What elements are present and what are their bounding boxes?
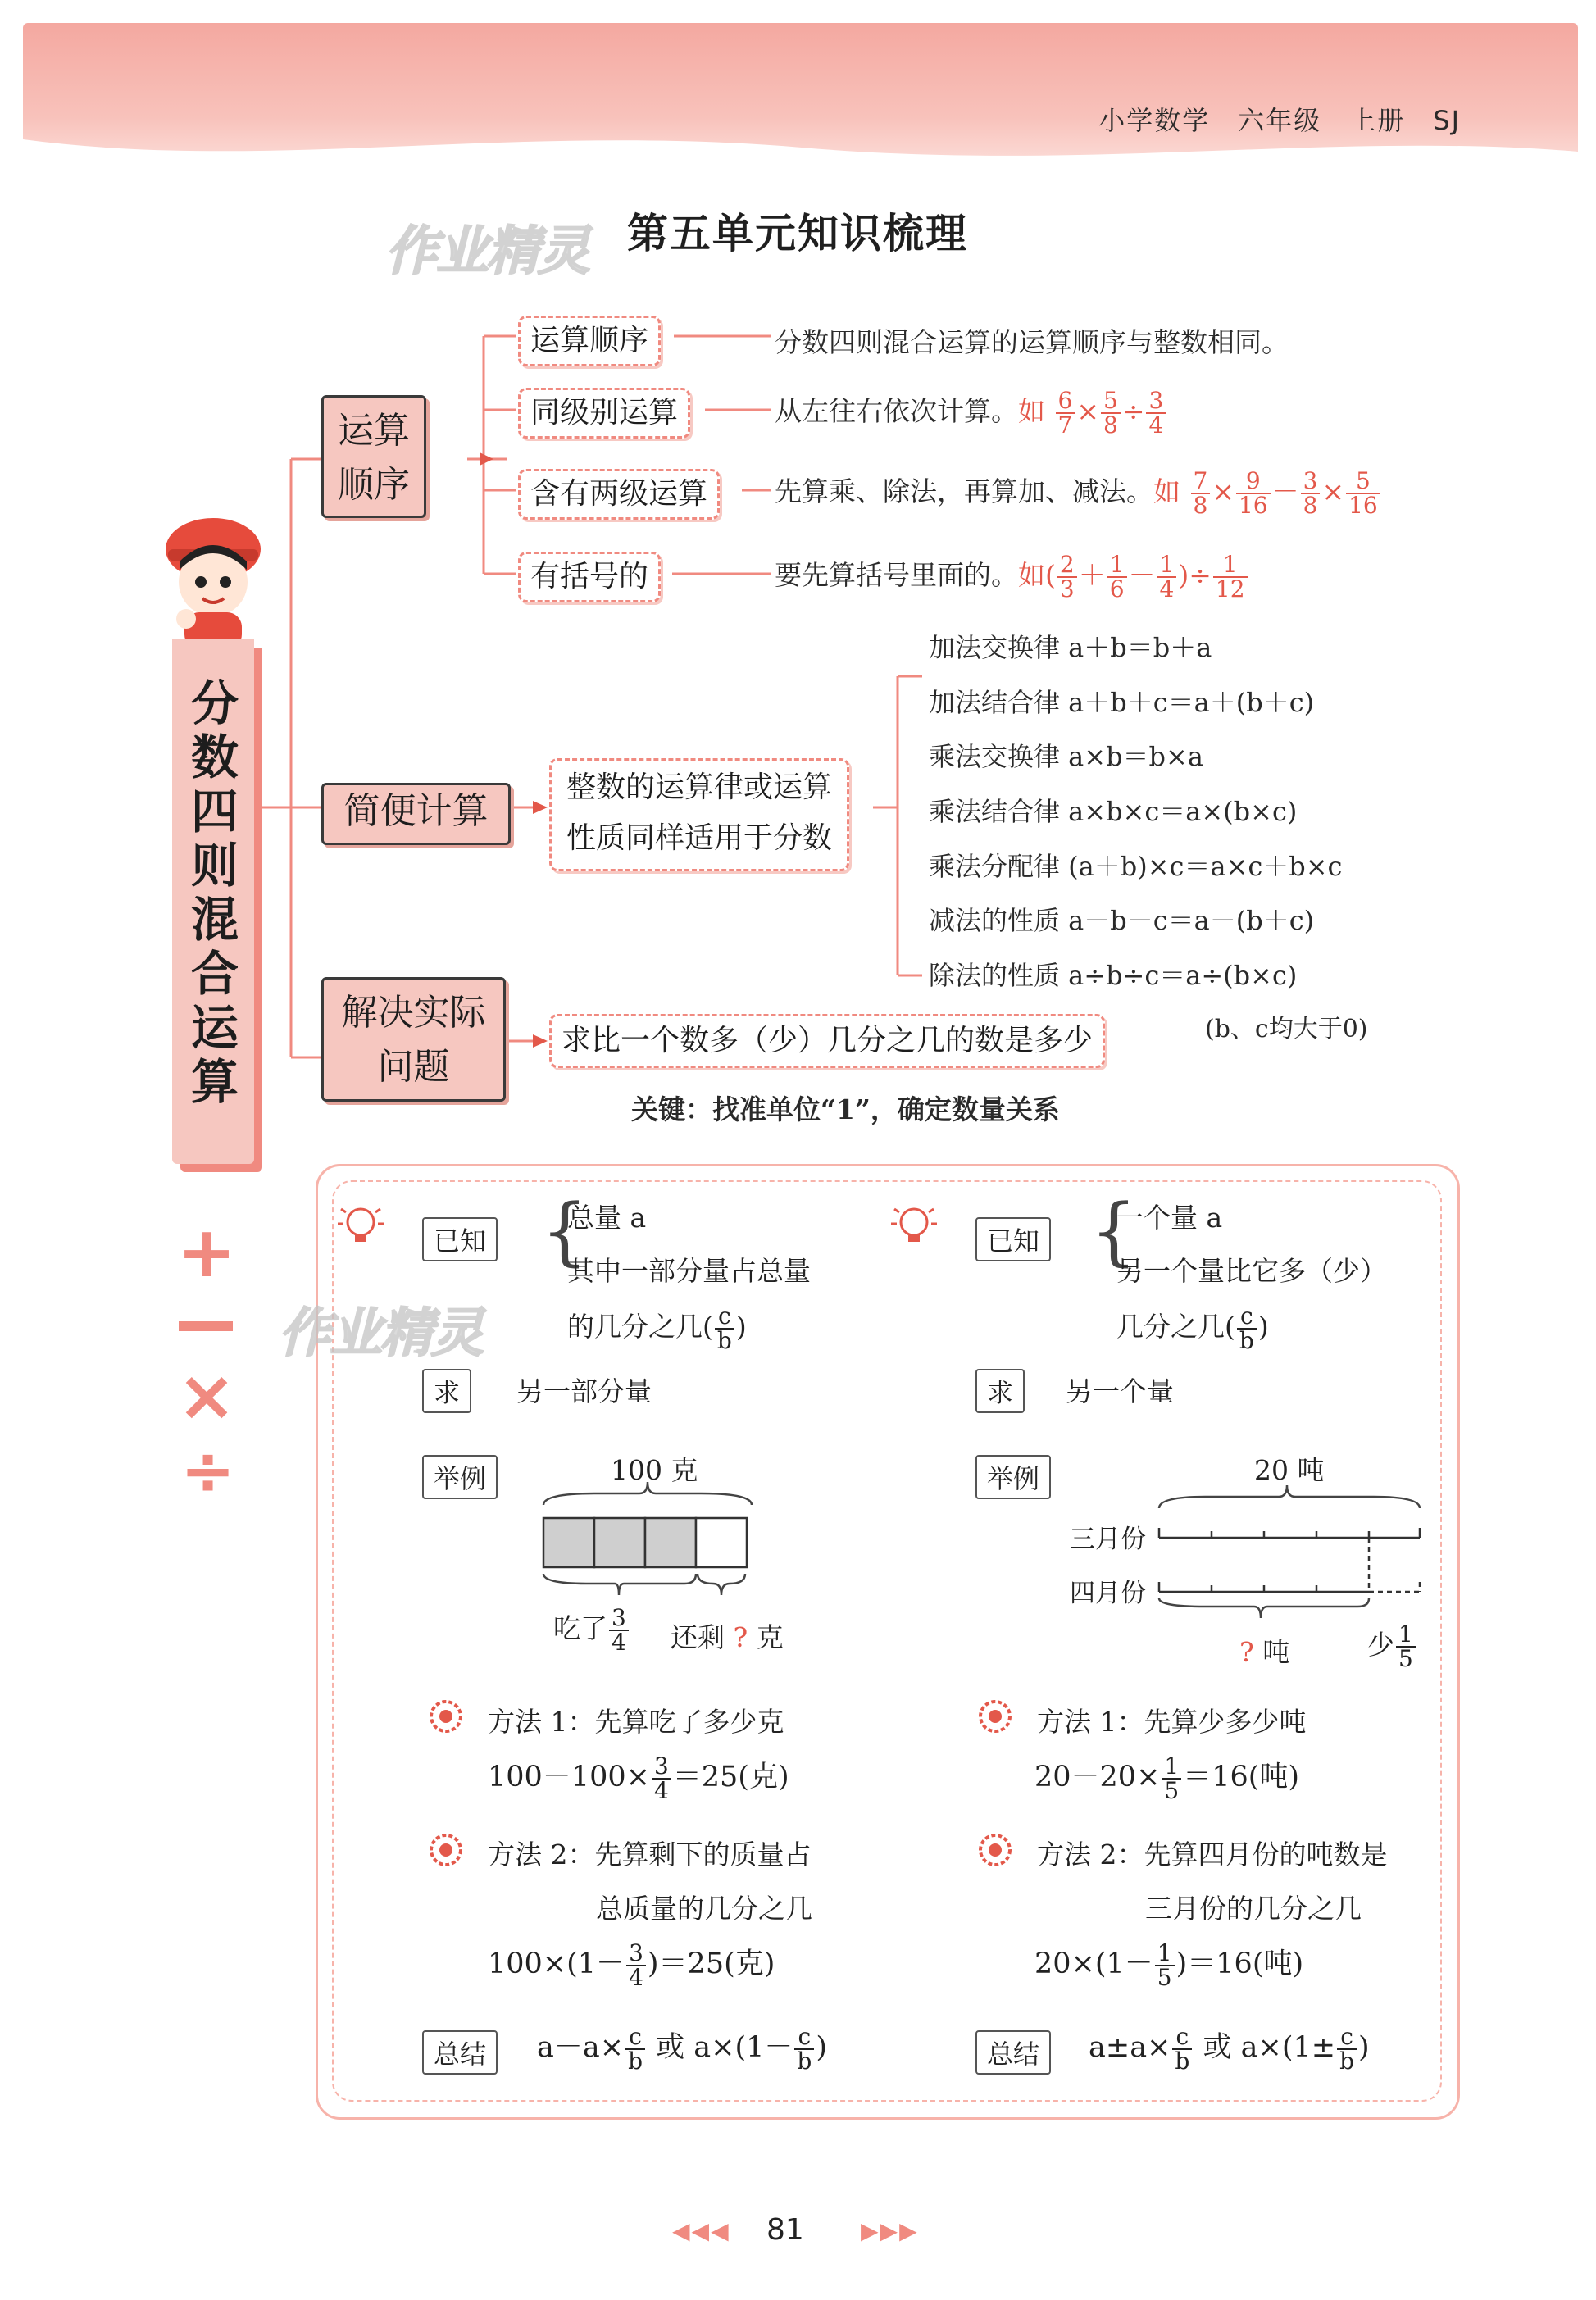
method-badge-icon (428, 1698, 464, 1734)
rule-order-box: 运算顺序 (518, 316, 661, 366)
rule-two-level-box: 含有两级运算 (518, 469, 720, 520)
left-summary: a－a× $\frac{c}{b}$ 或 a×(1－ $\frac{c}{b}$ ) (537, 2022, 828, 2075)
simple-calc-line1: 整数的运算律或运算 (566, 770, 833, 804)
header-subject: 小学数学 六年级 上册 SJ (1098, 105, 1461, 136)
right-method1-title: 方法 1：先算少多少吨 (1037, 1706, 1307, 1738)
page-title: 第五单元知识梳理 (627, 210, 968, 257)
left-known-tag: 已知 (422, 1217, 498, 1261)
right-method2-expr: 20×(1－ $\frac{1}{5}$ )＝16(吨) (1034, 1939, 1304, 1991)
right-known-tag: 已知 (975, 1217, 1051, 1261)
times-icon: × (177, 1355, 237, 1437)
left-method2-title: 方法 2：先算剩下的质量占 (488, 1839, 812, 1870)
right-known-3: 几分之几( $\frac{c}{b}$ ) (1116, 1302, 1269, 1354)
method-badge-icon (977, 1698, 1013, 1734)
right-brace: { (1090, 1189, 1138, 1275)
solve-box: 求比一个数多（少）几分之几的数是多少 (549, 1014, 1105, 1068)
simple-calc-line2: 性质同样适用于分数 (566, 821, 833, 855)
left-bar-diagram (537, 1475, 762, 1607)
category-simple: 简便计算 (321, 783, 511, 845)
rule-same-level-box: 同级别运算 (518, 388, 690, 439)
watermark: 作业精灵 (385, 221, 589, 282)
main-topic: 分数四则混合运算 (190, 675, 239, 1110)
right-summary-tag: 总结 (975, 2030, 1051, 2075)
laws-note: (b、c均大于0) (1205, 1015, 1368, 1043)
left-total: 100 克 (611, 1454, 698, 1486)
category-order: 运算顺序 (321, 395, 426, 518)
law-add-associative: 加法结合律 a＋b＋c＝a＋(b＋c) (929, 687, 1315, 718)
left-known-1: 总量 a (567, 1202, 647, 1234)
left-known-2: 其中一部分量占总量 (567, 1255, 811, 1287)
lightbulb-icon (889, 1201, 939, 1250)
right-summary: a±a× $\frac{c}{b}$ 或 a×(1± $\frac{c}{b}$ ) (1089, 2022, 1370, 2075)
right-less: 少 $\frac{1}{5}$ (1367, 1623, 1417, 1670)
rule-same-level-desc: 从左往右依次计算。如 $\frac{6}{7}$ × $\frac{5}{8}$ ÷ $\frac{3}{4}$ (775, 389, 1167, 437)
right-method1-expr: 20－20× $\frac{1}{5}$ ＝16(吨) (1034, 1752, 1300, 1804)
prev-arrows-icon: ◀◀◀ (672, 2217, 730, 2244)
law-sub-property: 减法的性质 a－b－c＝a－(b＋c) (929, 905, 1315, 936)
right-example-tag: 举例 (975, 1455, 1051, 1499)
left-method1-expr: 100－100× $\frac{3}{4}$ ＝25(克) (488, 1752, 789, 1804)
right-line-diagram (1156, 1484, 1426, 1623)
right-method2-title2: 三月份的几分之几 (1145, 1893, 1362, 1925)
law-mul-commutative: 乘法交换律 a×b＝b×a (929, 741, 1203, 772)
right-march-label: 三月份 (1070, 1525, 1146, 1554)
method-badge-icon (428, 1832, 464, 1868)
solve-key: 关键：找准单位“1”，确定数量关系 (631, 1093, 1060, 1125)
right-known-1: 一个量 a (1116, 1202, 1223, 1234)
watermark-2: 作业精灵 (279, 1303, 482, 1364)
right-ask: 另一个量 (1066, 1375, 1174, 1407)
right-known-2: 另一个量比它多（少） (1116, 1255, 1387, 1287)
rule-bracket-desc: 要先算括号里面的。如( $\frac{2}{3}$ ＋ $\frac{1}{6}$ － $\frac{1}{4}$ )÷ $\frac{1}{12}$ (775, 553, 1249, 601)
page-number: 81 (766, 2213, 804, 2247)
left-remain: 还剩 ? 克 (671, 1621, 784, 1653)
simple-calc-box (549, 758, 849, 871)
next-arrows-icon: ▶▶▶ (861, 2217, 919, 2244)
left-ate: 吃了 $\frac{3}{4}$ (553, 1607, 630, 1654)
left-method2-expr: 100×(1－ $\frac{3}{4}$ )＝25(克) (488, 1939, 775, 1991)
minus-icon (179, 1321, 233, 1331)
law-mul-associative: 乘法结合律 a×b×c＝a×(b×c) (929, 796, 1298, 827)
right-question: ? 吨 (1239, 1636, 1290, 1668)
right-april-label: 四月份 (1070, 1579, 1146, 1608)
rule-two-level-desc: 先算乘、除法，再算加、减法。如 $\frac{7}{8}$ × $\frac{9}{16}$ － $\frac{3}{8}$ × $\frac{5}{16}$ (775, 470, 1382, 517)
rule-bracket-box: 有括号的 (518, 552, 661, 602)
left-method2-title2: 总质量的几分之几 (596, 1893, 812, 1925)
law-add-commutative: 加法交换律 a＋b＝b＋a (929, 632, 1212, 663)
left-example-tag: 举例 (422, 1455, 498, 1499)
law-distributive: 乘法分配律 (a＋b)×c＝a×c＋b×c (929, 851, 1343, 882)
plus-icon: + (177, 1211, 237, 1293)
left-known-3: 的几分之几( $\frac{c}{b}$ ) (567, 1302, 747, 1354)
left-ask-tag: 求 (422, 1369, 471, 1413)
lightbulb-icon (336, 1201, 385, 1250)
rule-order-desc: 分数四则混合运算的运算顺序与整数相同。 (775, 326, 1289, 358)
left-method1-title: 方法 1：先算吃了多少克 (488, 1706, 784, 1738)
left-ask: 另一部分量 (516, 1375, 652, 1407)
right-method2-title: 方法 2：先算四月份的吨数是 (1037, 1839, 1388, 1870)
method-badge-icon (977, 1832, 1013, 1868)
right-total: 20 吨 (1254, 1454, 1325, 1486)
category-solve: 解决实际问题 (321, 977, 506, 1102)
divide-icon: ÷ (180, 1433, 236, 1509)
left-brace: { (541, 1189, 589, 1275)
law-div-property: 除法的性质 a÷b÷c＝a÷(b×c) (929, 960, 1298, 991)
right-ask-tag: 求 (975, 1369, 1025, 1413)
left-summary-tag: 总结 (422, 2030, 498, 2075)
